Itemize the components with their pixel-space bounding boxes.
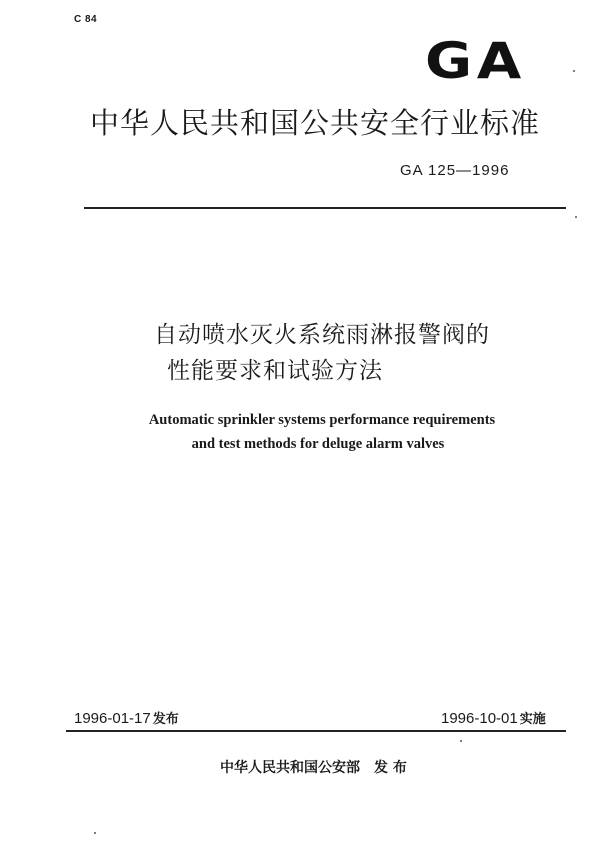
scan-speck — [573, 70, 575, 72]
implement-date-value: 1996-10-01 — [441, 710, 518, 727]
title-en-line1: Automatic sprinkler systems performance requirements — [148, 412, 496, 428]
ga-logo: GA — [425, 32, 526, 90]
issue-date-value: 1996-01-17 — [74, 710, 151, 727]
org-title: 中华人民共和国公共安全行业标准 — [90, 106, 541, 140]
implement-date-label: 实施 — [519, 712, 546, 727]
issue-date-label: 发布 — [152, 712, 179, 727]
publisher-action: 发 布 — [374, 760, 407, 776]
issue-date — [74, 708, 179, 727]
scan-speck — [94, 832, 96, 834]
top-divider — [84, 207, 566, 209]
implement-date — [441, 708, 546, 727]
title-en-line2: and test methods for deluge alarm valves — [191, 436, 445, 452]
title-cn-line1: 自动喷水灭火系统雨淋报警阀的 — [154, 322, 490, 348]
scan-speck — [460, 740, 462, 742]
publisher-name: 中华人民共和国公安部 — [220, 760, 360, 776]
scan-speck — [575, 216, 577, 218]
publisher — [220, 757, 407, 777]
standard-number: GA 125—1996 — [400, 162, 510, 179]
title-cn-line2: 性能要求和试验方法 — [167, 358, 383, 384]
classification-code: C 84 — [74, 14, 98, 25]
bottom-divider — [66, 730, 566, 732]
